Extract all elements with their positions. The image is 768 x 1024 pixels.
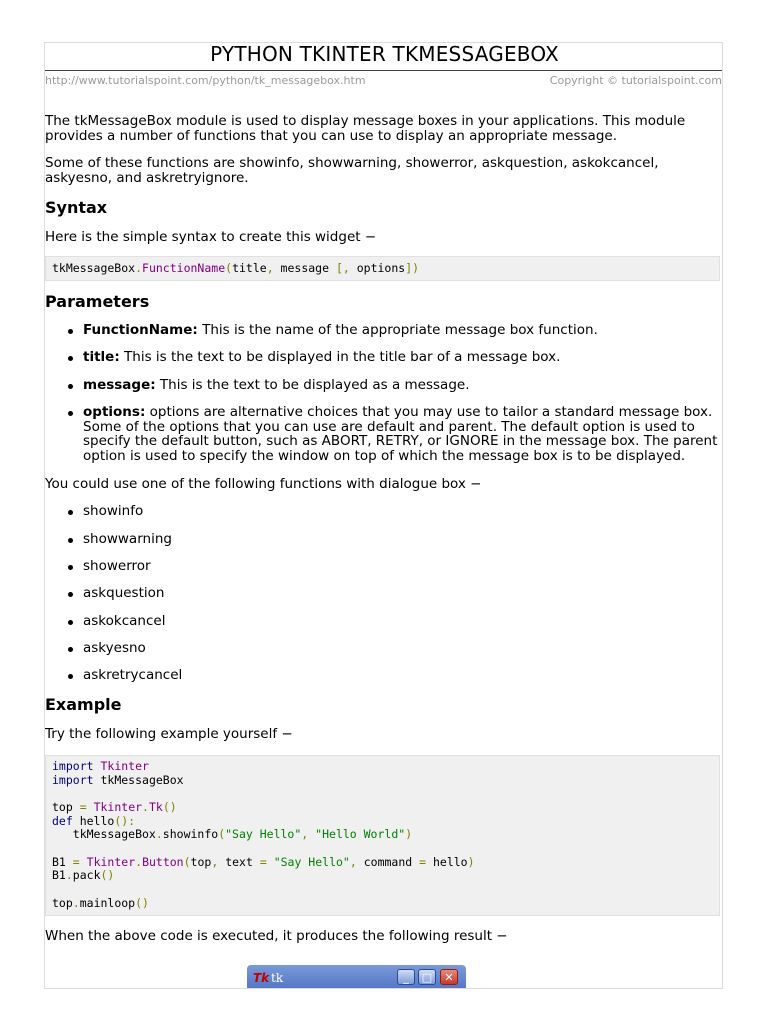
list-item bbox=[83, 641, 723, 656]
bullet-dot bbox=[68, 620, 73, 625]
code-token: ( bbox=[225, 261, 233, 275]
code-token: , bbox=[266, 261, 274, 275]
close-button[interactable]: ✕ bbox=[440, 969, 458, 985]
function-name: askquestion bbox=[83, 585, 165, 601]
list-item bbox=[83, 405, 723, 463]
list-item bbox=[83, 586, 723, 601]
code-token: tkMessageBox bbox=[52, 261, 136, 275]
code-line bbox=[52, 856, 475, 869]
minimize-button[interactable]: _ bbox=[397, 969, 415, 985]
bullet-dot bbox=[68, 510, 73, 515]
code-token: title bbox=[232, 261, 267, 275]
code-token: , bbox=[349, 855, 357, 869]
list-item bbox=[83, 532, 723, 547]
function-name: askokcancel bbox=[83, 613, 166, 629]
code-token: (): bbox=[114, 814, 136, 828]
code-token: hello bbox=[426, 855, 468, 869]
code-token: [, bbox=[335, 261, 350, 275]
param-text-line: specify the default button, such as ABORT, RETRY, or IGNORE in the message box. The parent bbox=[83, 433, 718, 449]
code-token: = bbox=[259, 855, 267, 869]
code-token: import bbox=[52, 773, 94, 787]
param-text: options are alternative choices that you may use to tailor a standard message box. bbox=[145, 404, 713, 420]
copyright-notice: Copyright © tutorialspoint.com bbox=[549, 74, 722, 87]
code-line bbox=[52, 869, 114, 882]
code-token: import bbox=[52, 759, 94, 773]
code-line bbox=[52, 897, 149, 910]
code-token: ) bbox=[405, 827, 413, 841]
code-token: Button bbox=[142, 855, 184, 869]
code-line bbox=[52, 760, 149, 773]
code-token: top bbox=[190, 855, 212, 869]
code-token: "Hello World" bbox=[315, 827, 406, 841]
function-name: showinfo bbox=[83, 503, 144, 519]
list-item bbox=[83, 504, 723, 519]
code-token: ]) bbox=[405, 261, 420, 275]
param-label: message: bbox=[83, 377, 156, 393]
code-token: = bbox=[419, 855, 427, 869]
example-heading: Example bbox=[45, 695, 122, 714]
code-token: ( bbox=[218, 827, 226, 841]
param-label: title: bbox=[83, 349, 120, 365]
code-token: top bbox=[52, 800, 80, 814]
tk-window-titlebar bbox=[247, 965, 466, 989]
code-token: FunctionName bbox=[142, 261, 226, 275]
syntax-code-line bbox=[52, 262, 419, 275]
result-description: When the above code is executed, it produces the following result − bbox=[45, 928, 508, 944]
code-token: ( bbox=[183, 855, 191, 869]
code-token: pack bbox=[72, 868, 101, 882]
code-token: Tkinter bbox=[93, 800, 143, 814]
list-item bbox=[83, 668, 723, 683]
code-token: def bbox=[52, 814, 73, 828]
example-code-block bbox=[45, 755, 720, 916]
code-token: B1 bbox=[52, 868, 66, 882]
code-line bbox=[52, 801, 177, 814]
function-name: showwarning bbox=[83, 531, 172, 547]
code-token: . bbox=[72, 896, 80, 910]
intro-paragraph-2 bbox=[45, 156, 723, 185]
code-token: tkMessageBox bbox=[100, 773, 184, 787]
code-token: Tkinter bbox=[86, 855, 136, 869]
function-name: askretrycancel bbox=[83, 667, 183, 683]
code-token: , bbox=[211, 855, 219, 869]
code-token: , bbox=[301, 827, 309, 841]
syntax-code-block bbox=[45, 256, 720, 281]
code-token: showinfo bbox=[162, 827, 219, 841]
intro-paragraph-1 bbox=[45, 114, 723, 143]
syntax-description: Here is the simple syntax to create this widget − bbox=[45, 229, 377, 245]
code-line bbox=[52, 828, 412, 841]
code-token: . bbox=[155, 827, 163, 841]
maximize-button[interactable]: □ bbox=[418, 969, 436, 985]
tk-window-title: tk bbox=[271, 971, 284, 985]
bullet-dot bbox=[68, 592, 73, 597]
bullet-dot bbox=[68, 647, 73, 652]
code-token: = bbox=[72, 855, 80, 869]
code-token: . bbox=[135, 855, 143, 869]
list-item bbox=[83, 614, 723, 629]
param-text-line: Some of the options that you can use are default and parent. The default option is used to bbox=[83, 418, 695, 435]
function-name: showerror bbox=[83, 558, 151, 574]
code-token: options bbox=[349, 261, 406, 275]
param-text-line bbox=[83, 405, 723, 420]
code-token: () bbox=[135, 896, 149, 910]
code-token: command bbox=[356, 855, 420, 869]
bullet-dot bbox=[68, 329, 73, 334]
param-text: This is the text to be displayed as a message. bbox=[155, 377, 470, 393]
bullet-dot bbox=[68, 411, 73, 416]
source-url[interactable]: http://www.tutorialspoint.com/python/tk_messagebox.htm bbox=[45, 74, 366, 87]
param-text-line: option is used to specify the window on top of which the message box is to be displayed. bbox=[83, 447, 686, 464]
param-label: options: bbox=[83, 404, 146, 420]
code-token: Tk bbox=[148, 800, 163, 814]
code-token: "Say Hello" bbox=[273, 855, 350, 869]
code-token: . bbox=[65, 868, 73, 882]
intro-p1-line1: The tkMessageBox module is used to display message boxes in your applications. This module bbox=[45, 113, 686, 129]
code-token: Tkinter bbox=[100, 759, 149, 773]
code-token: top bbox=[52, 896, 73, 910]
param-text: This is the text to be displayed in the title bar of a message box. bbox=[119, 349, 561, 365]
list-item bbox=[83, 323, 723, 338]
code-token: message bbox=[273, 261, 336, 275]
intro-p2-line1: Some of these functions are showinfo, showwarning, showerror, askquestion, askokcancel, bbox=[45, 155, 659, 171]
bullet-dot bbox=[68, 384, 73, 389]
title-divider bbox=[45, 70, 723, 71]
list-item bbox=[83, 378, 723, 393]
tk-feather-icon: Tk bbox=[253, 971, 270, 985]
code-token: mainloop bbox=[79, 896, 136, 910]
parameters-heading: Parameters bbox=[45, 292, 150, 311]
intro-p1-line2: provides a number of functions that you can use to display an appropriate message. bbox=[45, 127, 617, 144]
functions-description: You could use one of the following functions with dialogue box − bbox=[45, 476, 482, 492]
code-line bbox=[52, 774, 184, 787]
code-token: () bbox=[162, 800, 177, 814]
param-text: This is the name of the appropriate message box function. bbox=[197, 322, 598, 338]
code-token: tkMessageBox bbox=[52, 827, 156, 841]
code-token: B1 bbox=[52, 855, 73, 869]
code-token: () bbox=[100, 868, 115, 882]
code-token: . bbox=[142, 800, 149, 814]
code-token: . bbox=[135, 261, 143, 275]
param-label: FunctionName: bbox=[83, 322, 198, 338]
list-item bbox=[83, 559, 723, 574]
example-description: Try the following example yourself − bbox=[45, 726, 293, 742]
document-page bbox=[44, 42, 723, 989]
function-name: askyesno bbox=[83, 640, 146, 656]
bullet-dot bbox=[68, 565, 73, 570]
code-token: ) bbox=[467, 855, 475, 869]
code-token: = bbox=[79, 800, 87, 814]
code-token: text bbox=[218, 855, 260, 869]
code-token: hello bbox=[72, 814, 115, 828]
page-title: PYTHON TKINTER TKMESSAGEBOX bbox=[210, 42, 559, 66]
bullet-dot bbox=[68, 538, 73, 543]
code-token: "Say Hello" bbox=[225, 827, 302, 841]
intro-p2-line2: askyesno, and askretryignore. bbox=[45, 169, 249, 186]
syntax-heading: Syntax bbox=[45, 198, 108, 217]
list-item bbox=[83, 350, 723, 365]
bullet-dot bbox=[68, 356, 73, 361]
bullet-dot bbox=[68, 674, 73, 679]
